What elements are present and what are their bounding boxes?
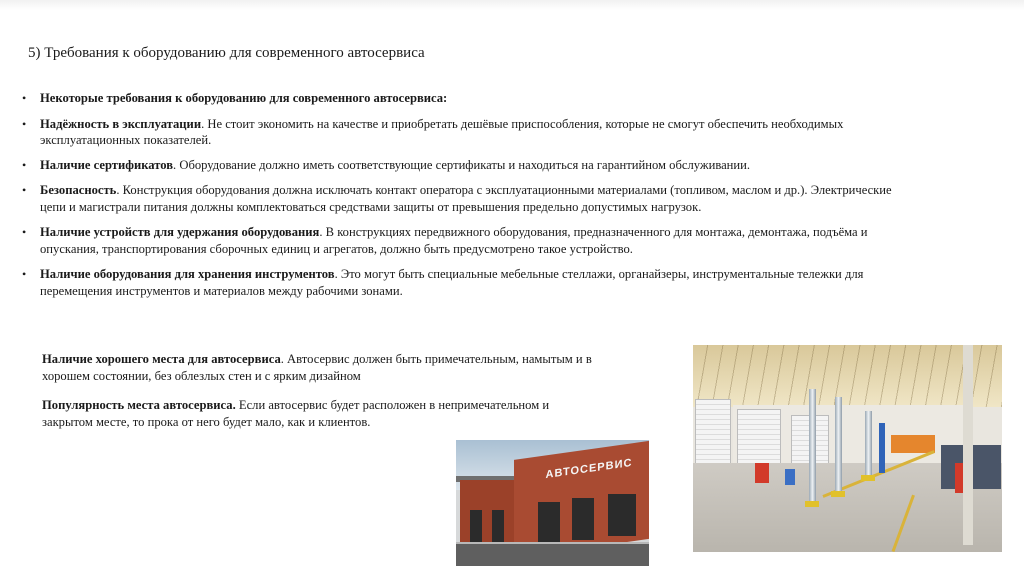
building-sign: АВТОСЕРВИС [545,456,633,482]
paragraph-text: Если автосервис будет расположен в непримечательном и закрытом месте, то прока от него будет мало, как и клиентов. [42,398,550,429]
top-shadow [0,0,1024,10]
paragraph-heading: Популярность места автосервиса. [42,398,236,412]
wall-board [891,435,935,453]
bullet-icon: • [22,267,27,281]
bullet-icon: • [22,225,27,239]
gate [572,498,594,540]
paragraph-popularity [42,397,582,431]
lift-base [805,501,819,507]
paragraph-text: . Автосервис должен быть примечательным, намытым и в хорошем состоянии, без облезлых стен и с ярким дизайном [42,352,592,383]
list-item [22,266,902,299]
paragraph-location [42,351,632,385]
paragraph-heading: Наличие хорошего места для автосервиса [42,352,281,366]
list-item [22,224,902,257]
side-wall [460,480,516,550]
list-item-heading: Безопасность [40,183,117,197]
list-item-text: . Оборудование должно иметь соответствующие сертификаты и находиться на гарантийном обслуживании. [173,157,751,172]
ceiling-panels [693,345,1002,407]
list-item [22,90,902,107]
equipment [785,469,795,485]
list-item [22,116,902,149]
list-item [22,182,902,215]
list-item-heading: Некоторые требования к оборудованию для современного автосервиса: [40,91,448,105]
lift-base [831,491,845,497]
list-item-text: . Это могут быть специальные мебельные стеллажи, органайзеры, инструментальные тележки для перемещения инструментов и материалов между рабочими зонами. [40,267,864,298]
gate [538,502,560,544]
list-item-heading: Надёжность в эксплуатации [40,116,202,131]
list-item-heading: Наличие сертификатов [40,157,174,172]
lift-base [861,475,875,481]
lift-post [879,423,885,473]
bullet-icon: • [22,183,27,197]
list-item-text: . В конструкциях передвижного оборудования, предназначенного для монтажа, демонтажа, подъёма и опускания, транспортирования сборочных единиц и агрегатов, должно быть предусмотрено такое устройство. [40,225,868,256]
road [456,544,649,566]
list-item-heading: Наличие устройств для удержания оборудования [40,225,320,239]
column [963,345,973,545]
bullet-icon: • [22,116,27,131]
requirements-list [22,90,902,299]
lift-post [865,411,872,481]
list-item-text: . Конструкция оборудования должна исключать контакт оператора с эксплуатационными материалами (топливом, маслом и др.). Электрические цепи и магистрали питания должны комплектоваться средствами защиты от превышения предельно допустимых нагрузок. [40,183,892,214]
list-item-heading: Наличие оборудования для хранения инструментов [40,267,335,281]
slide-title: 5) Требования к оборудованию для современного автосервиса [28,45,425,61]
gate [492,510,504,542]
bullet-icon: • [22,157,27,172]
building-photo [456,440,649,566]
lift-post [809,389,816,507]
lift-post [835,397,842,497]
bullet-icon: • [22,91,27,105]
equipment [755,463,769,483]
list-item [22,157,902,174]
gate [608,494,636,536]
list-item-text: . Не стоит экономить на качестве и приобретать дешёвые приспособления, которые не смогут обеспечить необходимых эксплуатационных показателей. [40,116,844,147]
garage-photo [693,345,1002,552]
gate [470,510,482,542]
